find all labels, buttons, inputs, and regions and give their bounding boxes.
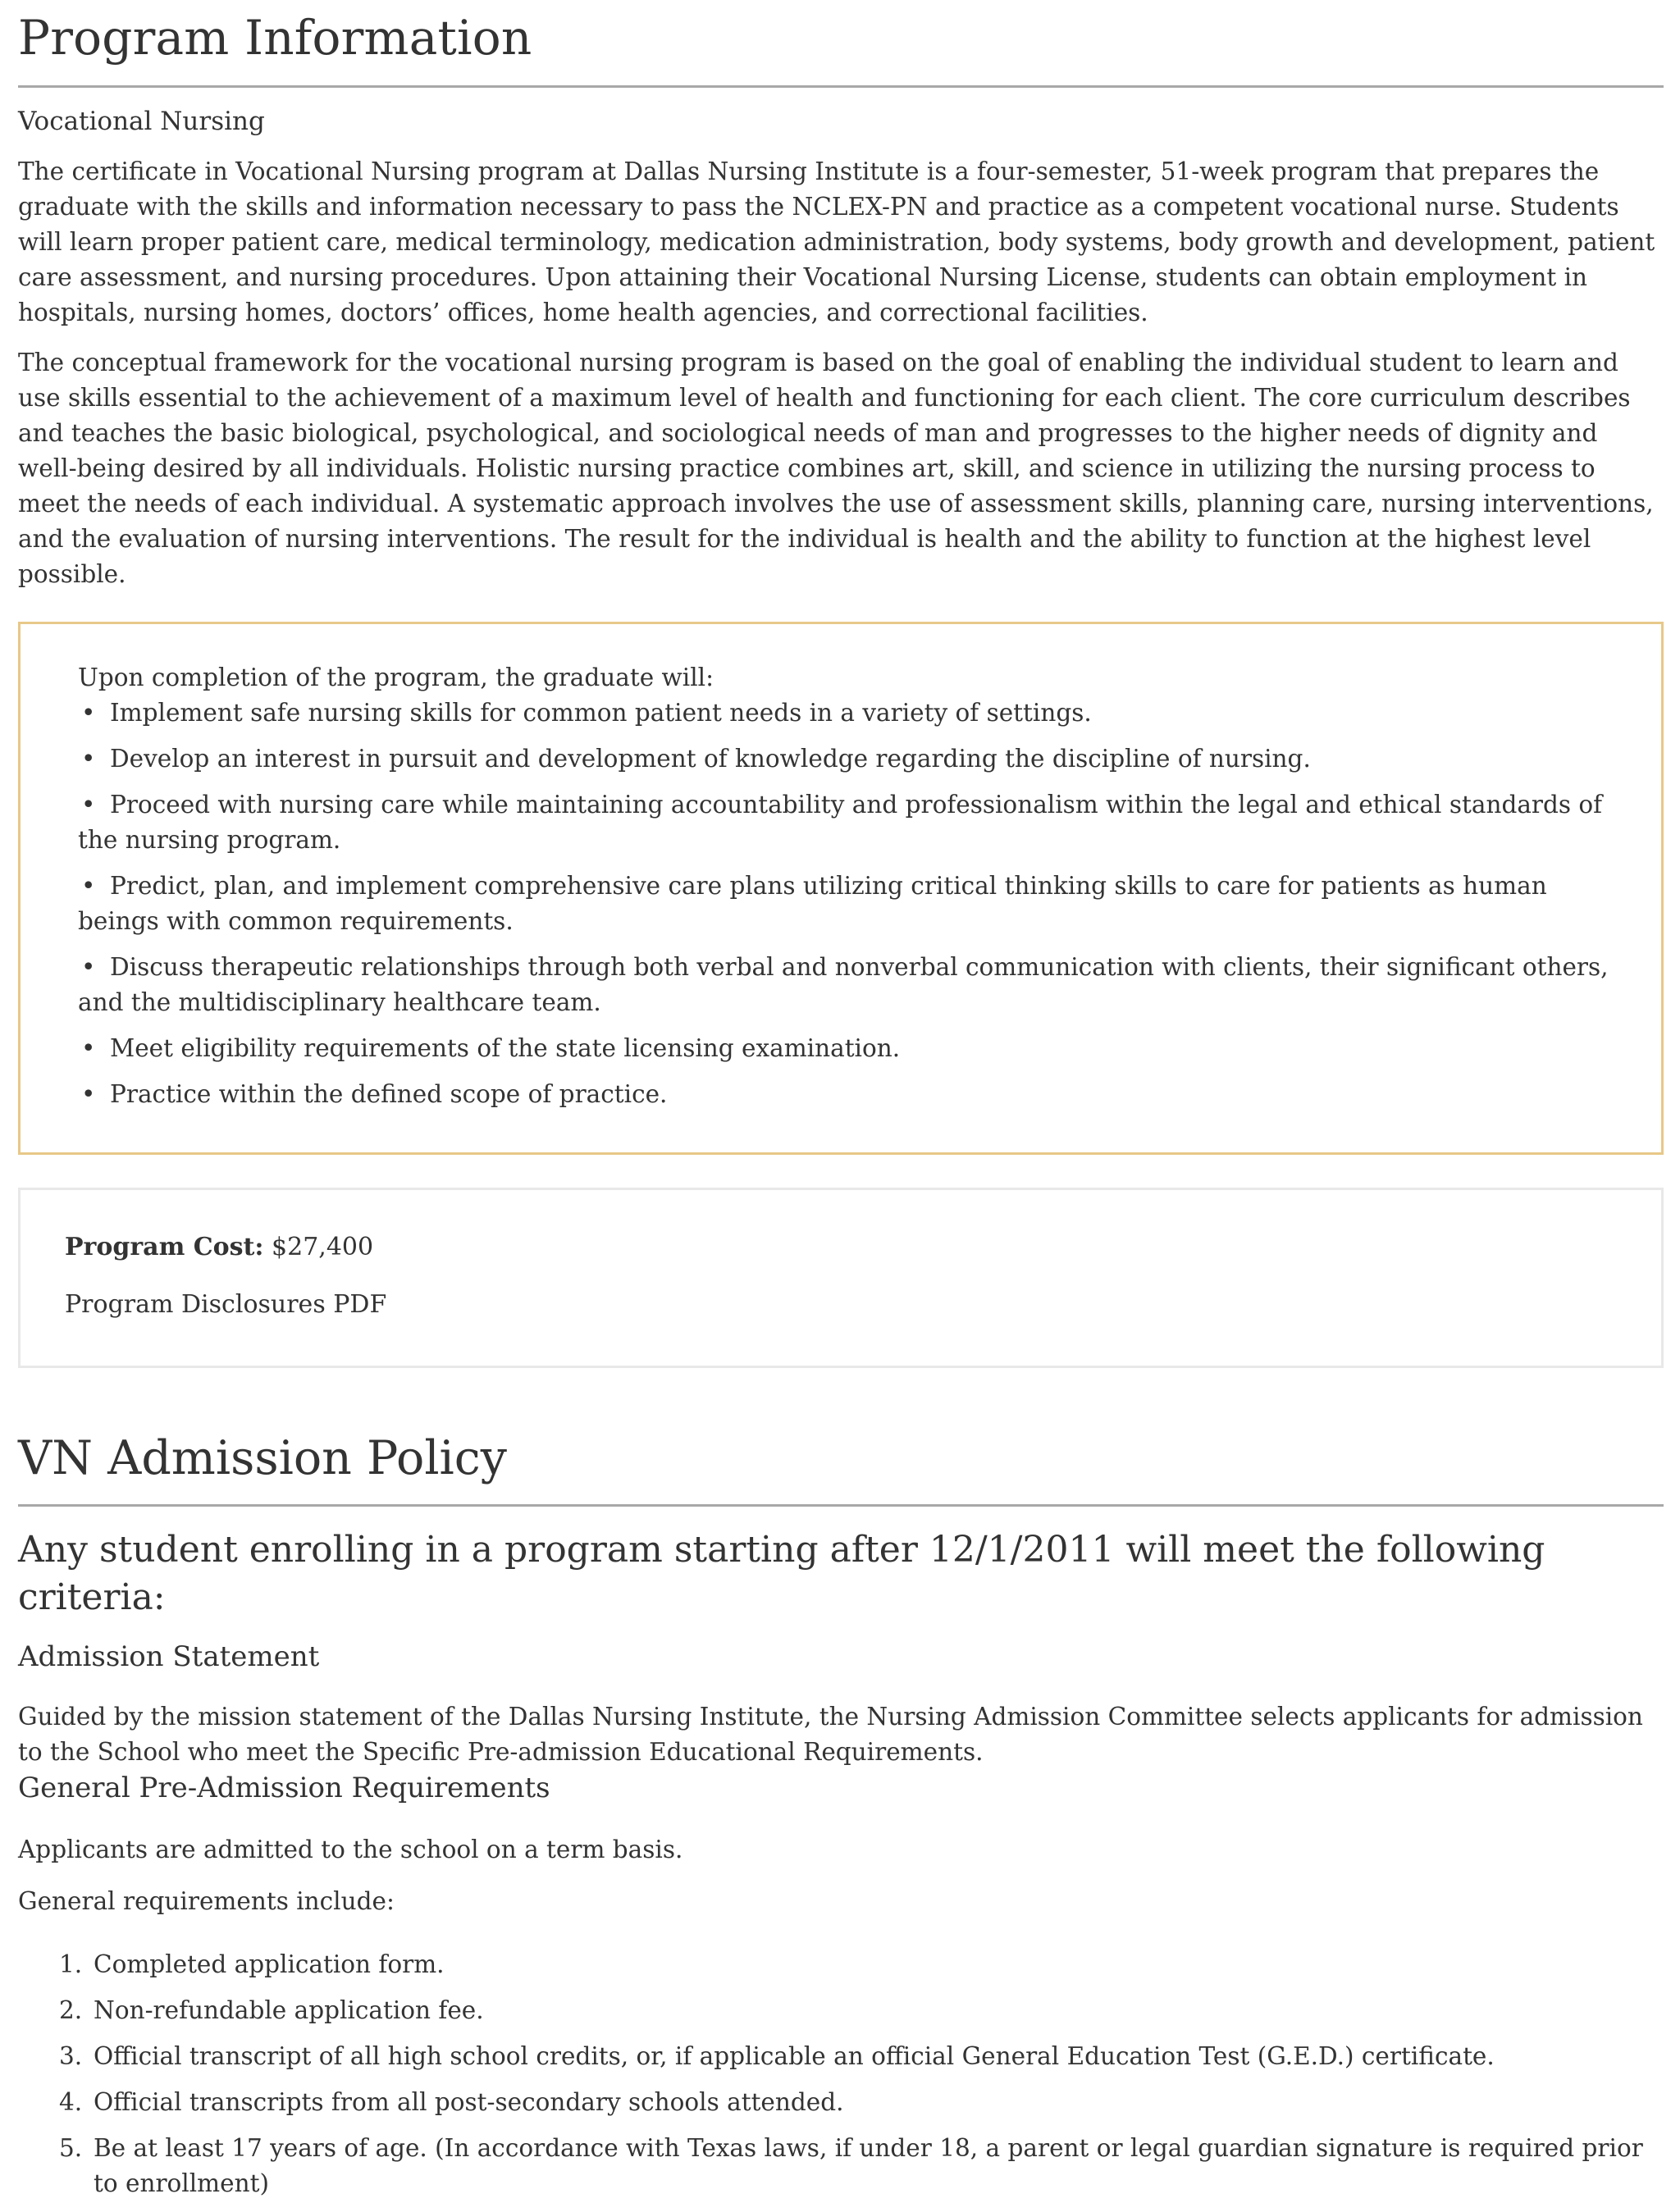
bullet-icon: •	[81, 1033, 96, 1062]
list-item	[78, 741, 1633, 777]
list-item	[59, 2085, 1664, 2120]
program-cost-box	[18, 1188, 1664, 1368]
list-item	[59, 2131, 1664, 2201]
conceptual-framework: The conceptual framework for the vocational nursing program is based on the goal of enabling the individual student to learn and use skills essential to the achievement of a maximum level of health and functioning for each client. The core curriculum describes and teaches the basic biological, psychological, and sociological needs of man and progresses to the higher needs of dignity and well-being desired by all individuals. Holistic nursing practice combines art, skill, and science in utilizing the nursing process to meet the needs of each individual. A systematic approach involves the use of assessment skills, planning care, nursing interventions, and the evaluation of nursing interventions. The result for the individual is health and the ability to function at the highest level possible.	[18, 348, 1654, 588]
program-subtitle: Vocational Nursing	[18, 106, 265, 136]
program-cost-value: $27,400	[272, 1232, 374, 1261]
list-number: 3.	[59, 2041, 83, 2070]
bullet-icon: •	[81, 952, 96, 981]
list-item-text: Non-refundable application fee.	[94, 1995, 484, 2024]
program-outcomes-box	[18, 622, 1664, 1155]
list-item	[59, 2039, 1664, 2074]
list-item	[78, 787, 1633, 858]
program-disclosures-link[interactable]: Program Disclosures PDF	[65, 1289, 387, 1319]
page-content	[18, 0, 1664, 2212]
list-item	[78, 1031, 1633, 1066]
general-requirements-heading: General Pre-Admission Requirements	[18, 1771, 550, 1804]
list-number: 1.	[59, 1950, 83, 1978]
list-item	[59, 1993, 1664, 2028]
program-cost-label: Program Cost:	[65, 1232, 264, 1261]
requirements-list	[18, 1947, 1664, 2201]
list-item-text: Implement safe nursing skills for common patient needs in a variety of settings.	[110, 698, 1092, 727]
list-number: 5.	[59, 2133, 83, 2162]
admission-statement-text: Guided by the mission statement of the Dallas Nursing Institute, the Nursing Admission Committee selects applicants for admission to the School who meet the Specific Pre-admission Educational Requirements.	[18, 1702, 1643, 1766]
admission-policy-heading: VN Admission Policy	[18, 1430, 507, 1485]
disclosures-row	[65, 1287, 1617, 1323]
list-item-text: Meet eligibility requirements of the state licensing examination.	[110, 1033, 901, 1062]
admission-statement-heading: Admission Statement	[18, 1640, 320, 1673]
bullet-icon: •	[81, 744, 96, 773]
list-item-text: Official transcripts from all post-secondary schools attended.	[94, 2087, 844, 2116]
list-item-text: Discuss therapeutic relationships through both verbal and nonverbal communication with clients, their significant others, and the multidisciplinary healthcare team.	[78, 952, 1609, 1016]
list-item-text: Practice within the defined scope of practice.	[110, 1079, 668, 1108]
list-item	[78, 696, 1633, 731]
general-requirements-intro: General requirements include:	[18, 1886, 395, 1915]
title-divider	[18, 85, 1664, 88]
list-number: 2.	[59, 1995, 83, 2024]
outcomes-lead: Upon completion of the program, the graduate will:	[78, 663, 714, 691]
program-description: The certificate in Vocational Nursing program at Dallas Nursing Institute is a four-semester, 51-week program that prepares the graduate with the skills and information necessary to pass the NCLEX-PN and practice as a competent vocational nurse. Students will learn proper patient care, medical terminology, medication administration, body systems, body growth and development, patient care assessment, and nursing procedures. Upon attaining their Vocational Nursing License, students can obtain employment in hospitals, nursing homes, doctors’ offices, home health agencies, and correctional facilities.	[18, 157, 1655, 326]
list-item	[78, 950, 1633, 1020]
bullet-icon: •	[81, 1079, 96, 1108]
list-item-text: Completed application form.	[94, 1950, 445, 1978]
bullet-icon: •	[81, 790, 96, 819]
outcomes-list	[78, 696, 1633, 1112]
list-item	[78, 1077, 1633, 1112]
admission-divider	[18, 1504, 1664, 1507]
page-title: Program Information	[18, 10, 532, 66]
list-item-text: Official transcript of all high school credits, or, if applicable an official General Education Test (G.E.D.) certificate.	[94, 2041, 1495, 2070]
list-item	[59, 1947, 1664, 1982]
list-item-text: Predict, plan, and implement comprehensive care plans utilizing critical thinking skills to care for patients as human beings with common requirements.	[78, 871, 1547, 935]
list-item	[78, 869, 1633, 939]
list-number: 4.	[59, 2087, 83, 2116]
list-item-text: Develop an interest in pursuit and development of knowledge regarding the discipline of nursing.	[110, 744, 1311, 773]
list-item-text: Proceed with nursing care while maintaining accountability and professionalism within the legal and ethical standards of the nursing program.	[78, 790, 1603, 854]
list-item-text: Be at least 17 years of age. (In accordance with Texas laws, if under 18, a parent or legal guardian signature is required prior to enrollment)	[94, 2133, 1643, 2197]
bullet-icon: •	[81, 698, 96, 727]
term-basis-text: Applicants are admitted to the school on a term basis.	[18, 1835, 683, 1863]
criteria-heading: Any student enrolling in a program starting after 12/1/2011 will meet the following criteria:	[18, 1529, 1545, 1618]
program-cost	[65, 1229, 1617, 1266]
bullet-icon: •	[81, 871, 96, 900]
